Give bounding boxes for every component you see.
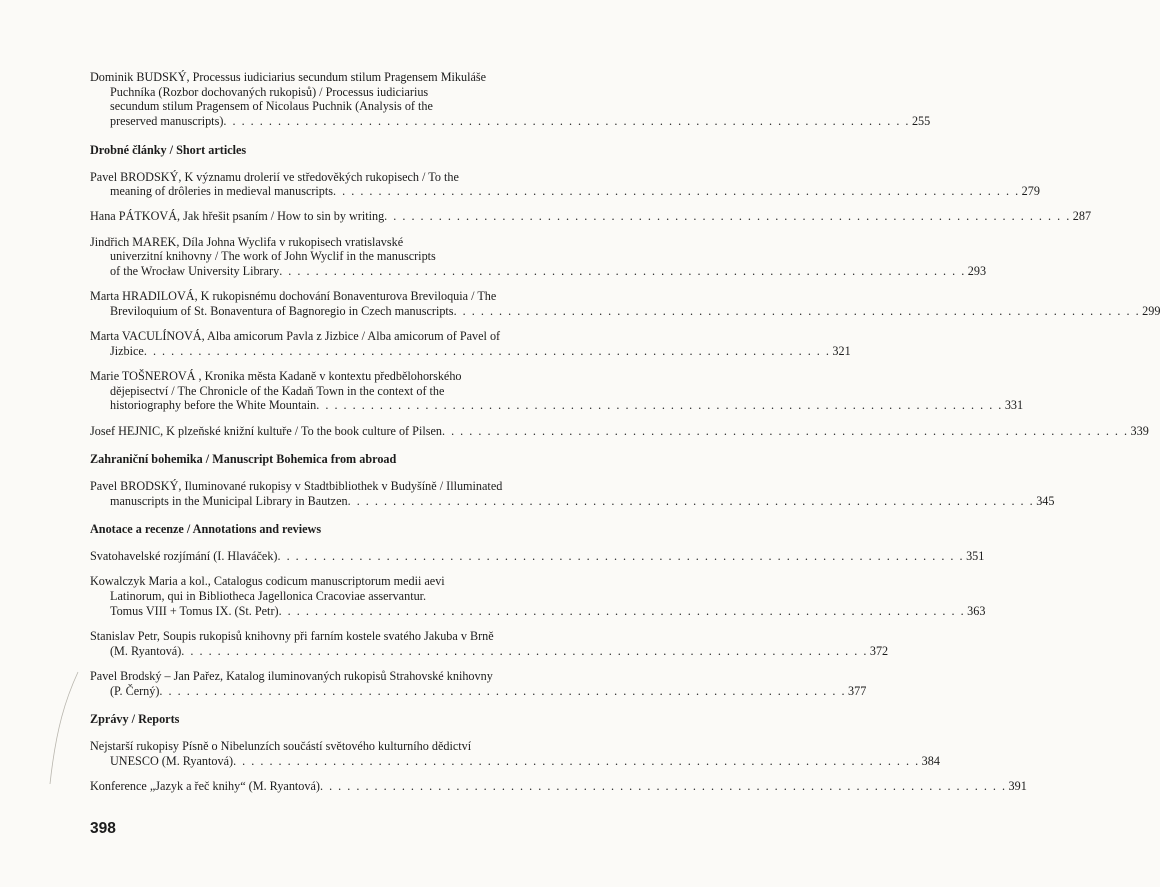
toc-entry	[90, 369, 1024, 413]
section-heading: Drobné články / Short articles	[90, 142, 247, 157]
toc-entry-line: Marta VACULÍNOVÁ, Alba amicorum Pavla z Jizbice / Alba amicorum of Pavel of	[90, 329, 501, 344]
toc-entry-line: dějepisectví / The Chronicle of the Kadaň Town in the context of the	[110, 383, 445, 398]
section-heading: Anotace a recenze / Annotations and reviews	[90, 522, 322, 537]
toc-page-ref: 287	[1072, 209, 1092, 224]
toc-entry	[90, 574, 986, 618]
toc-entry	[90, 169, 1040, 199]
toc-entry-title-end: Svatohavelské rozjímání (I. Hlaváček)	[90, 549, 278, 564]
toc-page-ref: 391	[1008, 778, 1027, 793]
toc-page-ref: 351	[966, 549, 985, 564]
toc-entry	[90, 479, 1055, 508]
toc-entry	[90, 628, 889, 658]
toc-page-ref: 331	[1004, 398, 1024, 413]
toc-entry-title-end: Breviloquium of St. Bonaventura of Bagnoregio in Czech manuscripts	[110, 303, 454, 318]
toc-entry-line: Stanislav Petr, Soupis rukopisů knihovny při farním kostele svatého Jakuba v Brně	[90, 628, 494, 643]
dot-leader: . . . . . . . . . . . . . . . . . . . . . . . . . . . . . . . . . . . . . . . . . . . . . . . . . . . . . . . . . . . . . . . . . . . . . . . . . . . .	[453, 303, 1141, 318]
toc-entry-line: Puchníka (Rozbor dochovaných rukopisů) / Processus iudiciarius	[110, 84, 429, 99]
toc-entry-title-end: manuscripts in the Municipal Library in Bautzen	[110, 493, 348, 508]
toc-page-ref: 372	[869, 643, 889, 658]
toc-entry-line: Jindřich MAREK, Díla Johna Wyclifa v rukopisech vratislavské	[90, 234, 404, 249]
dot-leader: . . . . . . . . . . . . . . . . . . . . . . . . . . . . . . . . . . . . . . . . . . . . . . . . . . . . . . . . . . . . . . . . . . . . . . . . . . . .	[159, 683, 846, 698]
page-number: 398	[90, 820, 116, 837]
dot-leader: . . . . . . . . . . . . . . . . . . . . . . . . . . . . . . . . . . . . . . . . . . . . . . . . . . . . . . . . . . . . . . . . . . . . . . . . . . . .	[233, 753, 920, 768]
dot-leader: . . . . . . . . . . . . . . . . . . . . . . . . . . . . . . . . . . . . . . . . . . . . . . . . . . . . . . . . . . . . . . . . . . . . . . . . . . . .	[279, 264, 966, 279]
dot-leader: . . . . . . . . . . . . . . . . . . . . . . . . . . . . . . . . . . . . . . . . . . . . . . . . . . . . . . . . . . . . . . . . . . . . . . . . . . . .	[181, 643, 868, 658]
dot-leader: . . . . . . . . . . . . . . . . . . . . . . . . . . . . . . . . . . . . . . . . . . . . . . . . . . . . . . . . . . . . . . . . . . . . . . . . . . . .	[384, 209, 1071, 224]
toc-entry-title-end: Konference „Jazyk a řeč knihy“ (M. Ryantová)	[90, 778, 320, 793]
toc-entry-title-end: historiography before the White Mountain	[110, 398, 317, 413]
toc-entry-title-end: UNESCO (M. Ryantová)	[110, 753, 234, 768]
toc-entry-title-end: meaning of drôleries in medieval manuscripts	[110, 184, 334, 199]
toc-entry-line: Latinorum, qui in Bibliotheca Jagellonica Cracoviae asservantur.	[110, 589, 427, 604]
toc-entry	[90, 289, 1160, 318]
toc-entry-line: Marta HRADILOVÁ, K rukopisnému dochování Bonaventurova Breviloquia / The	[90, 289, 497, 304]
dot-leader: . . . . . . . . . . . . . . . . . . . . . . . . . . . . . . . . . . . . . . . . . . . . . . . . . . . . . . . . . . . . . . . . . . . . . . . . . . . .	[223, 114, 910, 129]
toc-entry-line: univerzitní knihovny / The work of John Wyclif in the manuscripts	[110, 249, 436, 264]
toc-entry-line: Pavel BRODSKÝ, Iluminované rukopisy v Stadtbibliothek v Budyšíně / Illuminated	[90, 479, 503, 494]
toc-page-ref: 299	[1142, 303, 1160, 318]
toc-entry-title-end: of the Wrocław University Library	[110, 264, 280, 279]
toc-entry	[90, 234, 987, 279]
toc-entry-line: Pavel BRODSKÝ, K významu drolerií ve středověkých rukopisech / To the	[90, 169, 459, 184]
toc-entry	[90, 739, 940, 768]
toc-entry-title-end: (M. Ryantová)	[110, 643, 182, 658]
dot-leader: . . . . . . . . . . . . . . . . . . . . . . . . . . . . . . . . . . . . . . . . . . . . . . . . . . . . . . . . . . . . . . . . . . . . . . . . . . . .	[143, 343, 831, 358]
section-heading: Zahraniční bohemika / Manuscript Bohemica from abroad	[90, 452, 397, 467]
toc-page-ref: 293	[967, 264, 987, 279]
toc-entry	[90, 209, 1092, 224]
toc-page-ref: 339	[1130, 423, 1149, 438]
dot-leader: . . . . . . . . . . . . . . . . . . . . . . . . . . . . . . . . . . . . . . . . . . . . . . . . . . . . . . . . . . . . . . . . . . . . . . . . . . . .	[277, 549, 965, 564]
margin-pencil-mark	[44, 668, 84, 788]
toc-entry	[90, 778, 1027, 794]
dot-leader: . . . . . . . . . . . . . . . . . . . . . . . . . . . . . . . . . . . . . . . . . . . . . . . . . . . . . . . . . . . . . . . . . . . . . . . . . . . .	[278, 603, 966, 618]
toc-entry-title-end: Josef HEJNIC, K plzeňské knižní kultuře / To the book culture of Pilsen	[90, 423, 442, 438]
dot-leader: . . . . . . . . . . . . . . . . . . . . . . . . . . . . . . . . . . . . . . . . . . . . . . . . . . . . . . . . . . . . . . . . . . . . . . . . . . . .	[333, 184, 1020, 199]
dot-leader: . . . . . . . . . . . . . . . . . . . . . . . . . . . . . . . . . . . . . . . . . . . . . . . . . . . . . . . . . . . . . . . . . . . . . . . . . . . .	[316, 398, 1003, 413]
section-heading: Zprávy / Reports	[90, 712, 180, 727]
toc-entry	[90, 423, 1149, 439]
toc-page-ref: 384	[921, 753, 940, 768]
dot-leader: . . . . . . . . . . . . . . . . . . . . . . . . . . . . . . . . . . . . . . . . . . . . . . . . . . . . . . . . . . . . . . . . . . . . . . . . . . . .	[347, 493, 1035, 508]
toc-entry-line: Nejstarší rukopisy Písně o Nibelunzích součástí světového kulturního dědictví	[90, 739, 472, 753]
toc-page-ref: 377	[848, 683, 867, 698]
toc-entry	[90, 549, 985, 564]
toc-entry	[90, 668, 867, 698]
toc-entry-line: Pavel Brodský – Jan Pařez, Katalog iluminovaných rukopisů Strahovské knihovny	[90, 668, 493, 683]
toc-entry-line: Dominik BUDSKÝ, Processus iudiciarius secundum stilum Pragensem Mikuláše	[90, 70, 487, 84]
dot-leader: . . . . . . . . . . . . . . . . . . . . . . . . . . . . . . . . . . . . . . . . . . . . . . . . . . . . . . . . . . . . . . . . . . . . . . . . . . . .	[319, 778, 1007, 793]
toc-entry-line: Kowalczyk Maria a kol., Catalogus codicum manuscriptorum medii aevi	[90, 574, 445, 589]
toc-page-ref: 321	[832, 343, 851, 358]
toc-entry-title-end: Jizbice	[110, 343, 144, 358]
toc-entry	[90, 329, 851, 358]
toc-entry-title-end: Hana PÁTKOVÁ, Jak hřešit psaním / How to sin by writing	[90, 209, 385, 224]
toc-entry-title-end: Tomus VIII + Tomus IX. (St. Petr)	[110, 603, 279, 618]
toc-entry-line: Marie TOŠNEROVÁ , Kronika města Kadaně v kontextu předbělohorského	[90, 369, 462, 384]
toc-page-ref: 363	[967, 603, 986, 618]
toc-entry	[90, 70, 931, 129]
table-of-contents	[90, 70, 1160, 804]
toc-entry-title-end: preserved manuscripts)	[110, 114, 224, 129]
toc-page-ref: 345	[1036, 493, 1055, 508]
toc-page-ref: 279	[1021, 184, 1040, 199]
dot-leader: . . . . . . . . . . . . . . . . . . . . . . . . . . . . . . . . . . . . . . . . . . . . . . . . . . . . . . . . . . . . . . . . . . . . . . . . . . . .	[441, 423, 1129, 438]
toc-entry-title-end: (P. Černý)	[110, 683, 160, 698]
toc-page-ref: 255	[911, 114, 931, 129]
toc-entry-line: secundum stilum Pragensem of Nicolaus Puchnik (Analysis of the	[110, 99, 433, 114]
